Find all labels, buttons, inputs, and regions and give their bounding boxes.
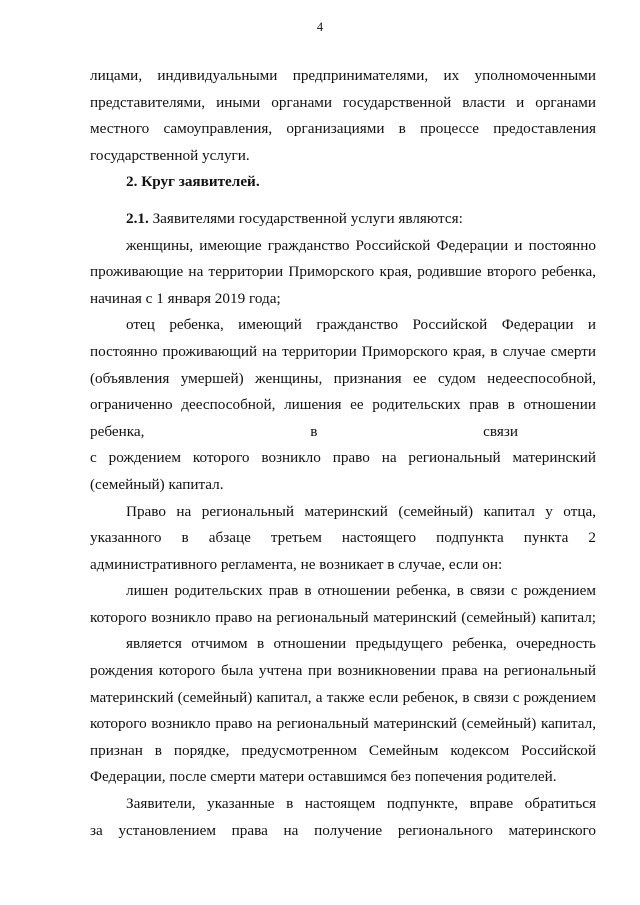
text-line: начиная с 1 января 2019 года; [90, 289, 281, 307]
text-line: женщины, имеющие гражданство Российской Федерации и постоянно [126, 236, 596, 254]
text-line: проживающие на территории Приморского края, родившие второго ребенка, [90, 263, 596, 281]
text-line: лицами, индивидуальными предпринимателями, их уполномоченными [90, 67, 596, 84]
text-line: Заявители, указанные в настоящем подпункте, вправе обратиться [126, 795, 596, 813]
subsection-number: 2.1. [126, 209, 149, 227]
text-line: является отчимом в отношении предыдущего ребенка, очередность [126, 635, 596, 653]
text-line: материнский (семейный) капитал, а также если ребенок, в связи с рождением [90, 688, 596, 706]
subsection-text: Заявителями государственной услуги являются: [152, 209, 463, 227]
text-line: государственной услуги. [90, 146, 250, 164]
section-heading: 2. Круг заявителей. [126, 173, 260, 191]
text-line: ограниченно дееспособной, лишения ее родительских прав в отношении [90, 396, 596, 414]
text-line: (семейный) капитал. [90, 475, 224, 493]
page-number: 4 [316, 20, 324, 34]
page-body [90, 63, 596, 844]
text-line: рождения которого была учтена при возникновении права на региональный [90, 662, 596, 680]
text-line: признан в порядке, предусмотренном Семейным кодексом Российской [90, 741, 596, 759]
text-line: отец ребенка, имеющий гражданство Российской Федерации и [126, 316, 596, 334]
text-line: лишен родительских прав в отношении ребенка, в связи с рождением [126, 582, 596, 600]
text-line: с рождением которого возникло право на региональный материнский [90, 449, 596, 467]
text-line: за установлением права на получение регионального материнского [90, 821, 596, 839]
text-line: которого возникло право на региональный материнский (семейный) капитал; [90, 608, 596, 626]
text-line: местного самоуправления, организациями в процессе предоставления [90, 120, 596, 138]
text-line: (объявления умершей) женщины, признания ее судом недееспособной, [90, 369, 596, 387]
text-line: Федерации, после смерти матери оставшимся без попечения родителей. [90, 768, 557, 786]
subsection-line [90, 206, 596, 233]
text-line: постоянно проживающий на территории Приморского края, в случае смерти [90, 342, 596, 360]
text-line: ребенка, в связи [90, 422, 518, 440]
text-line: Право на региональный материнский (семейный) капитал у отца, [126, 502, 596, 520]
text-line: указанного в абзаце третьем настоящего подпункта пункта 2 [90, 529, 596, 547]
text-line: представителями, иными органами государственной власти и органами [90, 93, 596, 111]
text-line: которого возникло право на региональный материнский (семейный) капитал, [90, 715, 596, 733]
text-line: административного регламента, не возникает в случае, если он: [90, 555, 503, 573]
